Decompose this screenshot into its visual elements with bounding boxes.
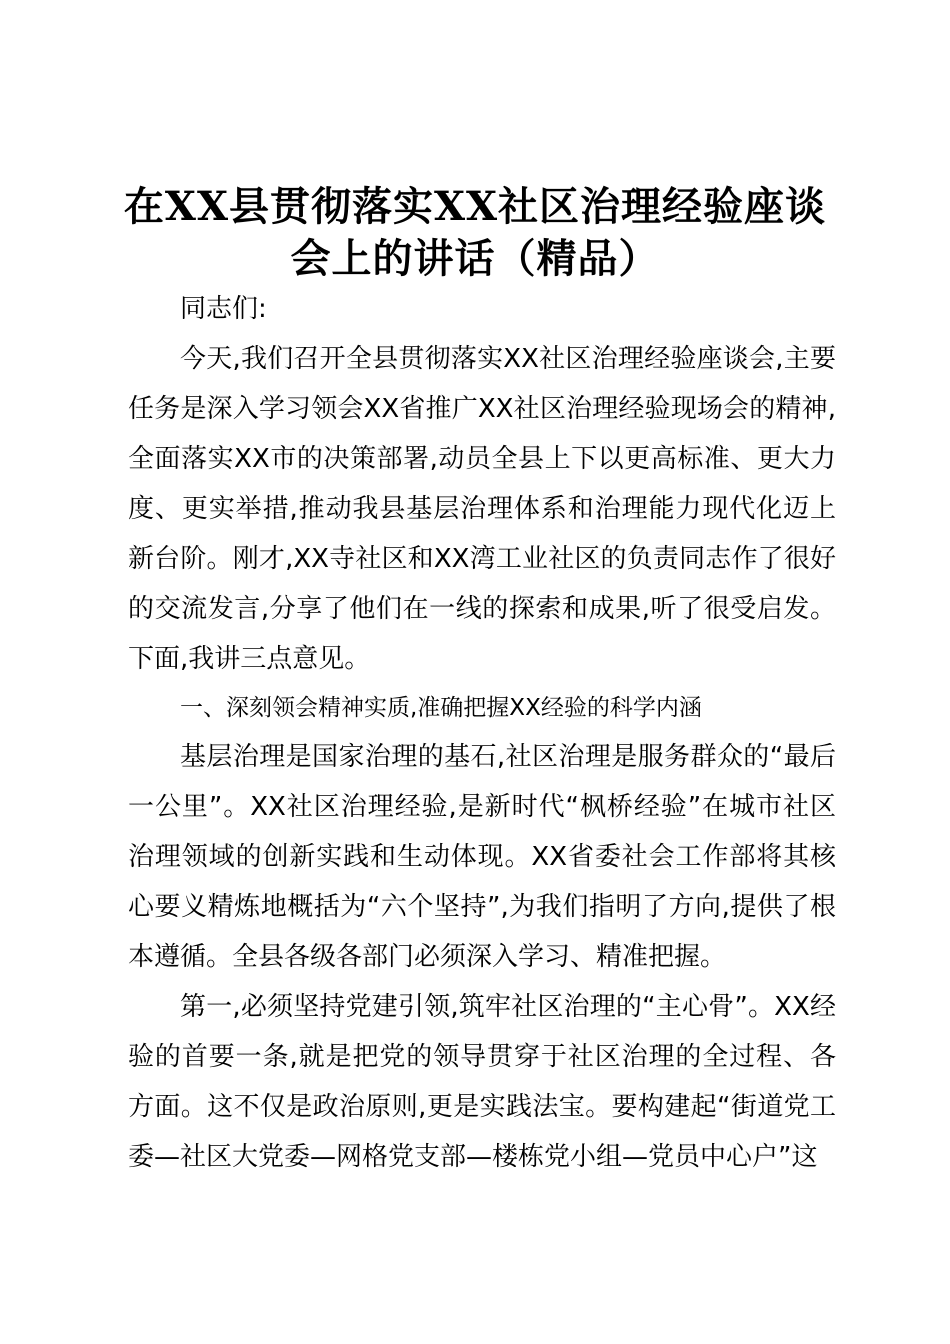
document-body xyxy=(128,284,836,1182)
paragraph-intro: 今天,我们召开全县贯彻落实XX社区治理经验座谈会,主要任务是深入学习领会XX省推广XX社区治理经验现场会的精神,全面落实XX市的决策部署,动员全县上下以更高标准、更大力度、更实举措,推动我县基层治理体系和治理能力现代化迈上新台阶。刚才,XX寺社区和XX湾工业社区的负责同志作了很好的交流发言,分享了他们在一线的探索和成果,听了很受启发。下面,我讲三点意见。 xyxy=(128,344,836,674)
paragraph-point-1: 第一,必须坚持党建引领,筑牢社区治理的“主心骨”。XX经验的首要一条,就是把党的领导贯穿于社区治理的全过程、各方面。这不仅是政治原则,更是实践法宝。要构建起“街道党工委—社区大党委—网格党支部—楼栋党小组—党员中心户”这 xyxy=(128,992,836,1172)
document-title: 在XX县贯彻落实XX社区治理经验座谈会上的讲话（精品） xyxy=(123,183,827,282)
section-heading-1: 一、深刻领会精神实质,准确把握XX经验的科学内涵 xyxy=(180,695,702,721)
salutation: 同志们: xyxy=(180,294,267,324)
paragraph-section-1: 基层治理是国家治理的基石,社区治理是服务群众的“最后一公里”。XX社区治理经验,是新时代“枫桥经验”在城市社区治理领域的创新实践和生动体现。XX省委社会工作部将其核心要义精炼地概括为“六个坚持”,为我们指明了方向,提供了根本遵循。全县各级各部门必须深入学习、精准把握。 xyxy=(128,742,836,972)
